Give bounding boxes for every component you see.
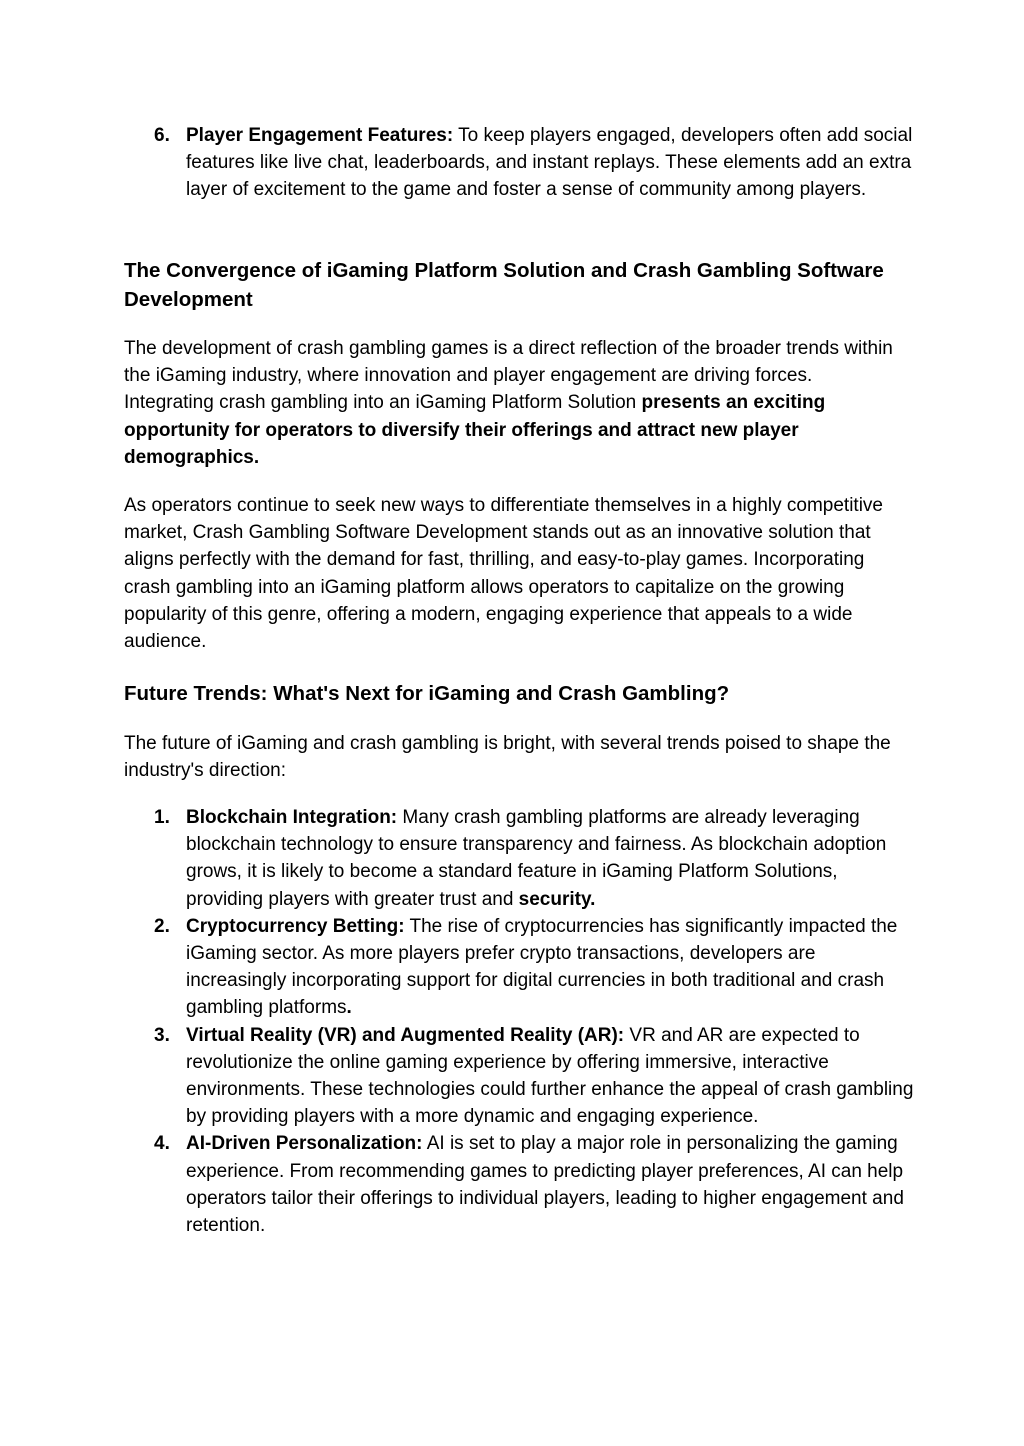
list-item-tail: . — [346, 997, 352, 1019]
list-item-number: 6. — [154, 125, 170, 146]
list-item-term: Cryptocurrency Betting: — [186, 915, 405, 937]
future-trends-list — [124, 804, 914, 1239]
list-item-term: Blockchain Integration: — [186, 807, 398, 828]
section-heading-convergence: The Convergence of iGaming Platform Solution and Crash Gambling Software Development — [124, 259, 884, 311]
list-item — [124, 1022, 914, 1131]
list-item-text: Many crash gambling platforms are already leveraging blockchain technology to ensure transparency and fairness. As blockchain adoption grows, it is likely to become a standard feature in iGaming Platform Solutions, providing players with greater trust and — [186, 807, 887, 910]
list-item — [124, 804, 914, 913]
list-item-text: The rise of cryptocurrencies has significantly impacted the iGaming sector. As more players prefer crypto transactions, developers are increasingly incorporating support for digital currencies in both traditional and crash gambling platforms — [186, 915, 898, 1019]
list-item-term: Player Engagement Features: — [186, 125, 454, 146]
list-item — [124, 1130, 914, 1239]
convergence-paragraph-1-text: The development of crash gambling games is a direct reflection of the broader trends within the iGaming industry, where innovation and player engagement are driving forces. Integrating crash gambling into an iGaming Platform Solution — [124, 338, 893, 414]
list-item-text: To keep players engaged, developers often add social features like live chat, leaderboards, and instant replays. These elements add an extra layer of excitement to the game and foster a sense of community among players. — [186, 125, 913, 201]
future-trends-intro: The future of iGaming and crash gambling is bright, with several trends poised to shape the industry's direction: — [124, 733, 891, 782]
list-item-number: 3. — [154, 1024, 170, 1046]
list-item-number: 2. — [154, 915, 170, 937]
list-item-term: Virtual Reality (VR) and Augmented Reality (AR): — [186, 1024, 625, 1046]
convergence-paragraph-1-bold: presents an exciting opportunity for operators to diversify their offerings and attract new player demographics. — [124, 392, 826, 468]
section-heading-future-trends: Future Trends: What's Next for iGaming and Crash Gambling? — [124, 682, 730, 705]
engagement-features-list — [124, 122, 914, 204]
convergence-paragraph-1 — [124, 335, 904, 471]
list-item-text: VR and AR are expected to revolutionize the online gaming experience by offering immersive, interactive environments. These technologies could further enhance the appeal of crash gambling by providing players with a more dynamic and engaging experience. — [186, 1024, 914, 1128]
convergence-paragraph-2: As operators continue to seek new ways to differentiate themselves in a highly competitive market, Crash Gambling Software Development stands out as an innovative solution that aligns perfectly with the demand for fast, thrilling, and easy-to-play games. Incorporating crash gambling into an iGaming platform allows operators to capitalize on the growing popularity of this genre, offering a modern, engaging experience that appeals to a wide audience. — [124, 495, 883, 653]
list-item-tail: security. — [518, 888, 596, 910]
list-item-number: 4. — [154, 1133, 170, 1155]
list-item — [124, 122, 914, 204]
list-item — [124, 913, 914, 1022]
list-item-term: AI-Driven Personalization: — [186, 1133, 423, 1155]
list-item-number: 1. — [154, 807, 170, 828]
list-item-text: AI is set to play a major role in personalizing the gaming experience. From recommending games to predicting player preferences, AI can help operators tailor their offerings to individual players, leading to higher engagement and retention. — [186, 1133, 904, 1237]
